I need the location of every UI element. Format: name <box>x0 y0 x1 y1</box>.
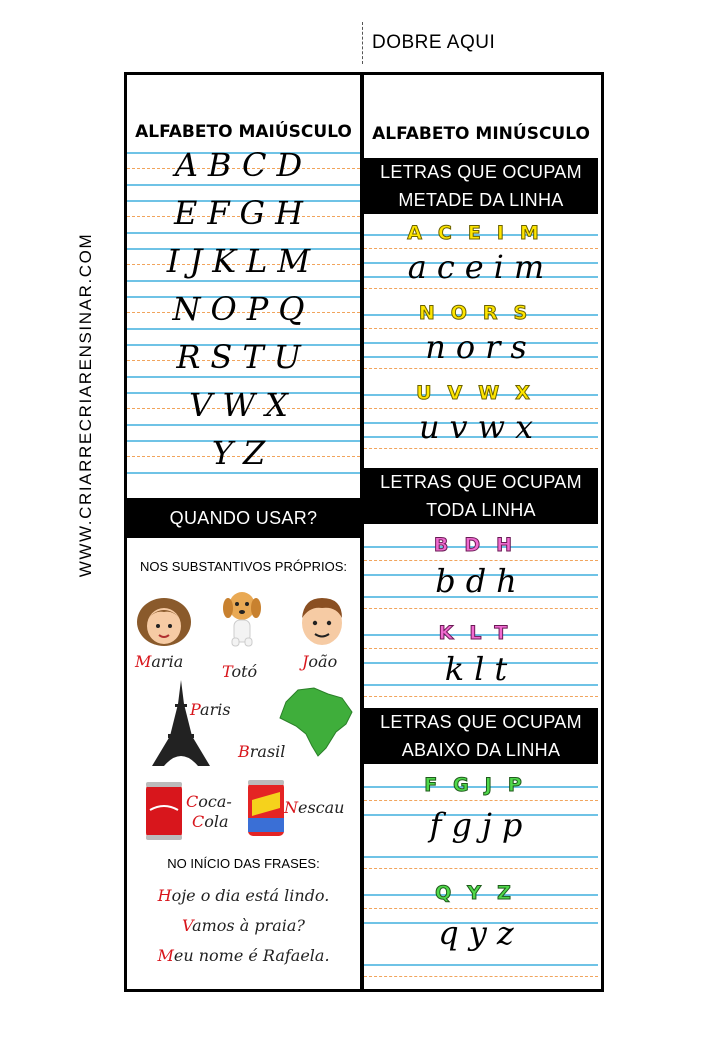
sentence-heading: NO INÍCIO DAS FRASES: <box>167 856 320 871</box>
print-letters-row: FGJP <box>424 774 538 796</box>
usage-bar: QUANDO USAR? <box>127 498 360 538</box>
writing-line-blue <box>127 328 360 330</box>
writing-line-guide <box>364 648 598 649</box>
example-maria: Maria <box>135 652 184 671</box>
brazil-map-icon <box>276 682 354 758</box>
writing-line-blue <box>127 424 360 426</box>
lowercase-cursive-row: klt <box>444 650 518 688</box>
example-joao: João <box>302 652 338 671</box>
full-line-section <box>364 526 598 702</box>
sentence-3: Meu nome é Rafaela. <box>157 946 330 965</box>
uppercase-cursive-row: IJKLM <box>166 242 321 280</box>
example-nescau: Nescau <box>284 798 345 817</box>
below-line-bar <box>364 708 598 764</box>
lowercase-cursive-row: fgjp <box>429 806 533 844</box>
writing-line-guide <box>364 800 598 801</box>
print-letters-row: KLT <box>438 622 524 644</box>
example-coca: Coca- <box>186 792 232 811</box>
below-line-bar-line2: ABAIXO DA LINHA <box>401 740 561 760</box>
fold-label: DOBRE AQUI <box>372 32 496 53</box>
writing-line-guide <box>364 908 598 909</box>
writing-line-guide <box>364 368 598 369</box>
writing-line-blue <box>364 856 598 858</box>
fold-dashed-line <box>362 22 363 64</box>
half-line-section <box>364 214 598 462</box>
lowercase-cursive-row: uvwx <box>418 408 544 446</box>
writing-line-guide <box>364 448 598 449</box>
full-line-bar <box>364 468 598 524</box>
example-paris: Paris <box>190 700 231 719</box>
full-line-bar-line1: LETRAS QUE OCUPAM <box>380 472 582 492</box>
lowercase-cursive-row: aceim <box>407 248 555 286</box>
uppercase-title: ALFABETO MAIÚSCULO <box>135 122 352 142</box>
print-letters-row: BDH <box>433 534 529 556</box>
lowercase-cursive-row: nors <box>425 328 537 366</box>
girl-face-icon <box>136 596 192 648</box>
example-cola: Cola <box>192 812 229 831</box>
uppercase-cursive-row: YZ <box>211 434 276 472</box>
writing-line-guide <box>364 976 598 977</box>
print-letters-row: QYZ <box>435 882 527 904</box>
sentence-2: Vamos à praia? <box>181 916 306 935</box>
uppercase-cursive-row: ABCD <box>174 148 313 184</box>
lowercase-title: ALFABETO MINÚSCULO <box>372 124 590 144</box>
full-line-bar-line2: TODA LINHA <box>426 500 536 520</box>
nescau-can-icon <box>246 778 286 840</box>
uppercase-cursive-row: RSTU <box>176 338 311 376</box>
print-letters-row: NORS <box>418 302 544 324</box>
sentence-1: Hoje o dia está lindo. <box>157 886 330 905</box>
writing-line-blue <box>364 964 598 966</box>
writing-line-blue <box>127 280 360 282</box>
half-line-bar <box>364 158 598 214</box>
half-line-bar-line2: METADE DA LINHA <box>398 190 564 210</box>
writing-line-guide <box>364 608 598 609</box>
proper-nouns-heading: NOS SUBSTANTIVOS PRÓPRIOS: <box>139 559 348 574</box>
print-letters-row: ACEIM <box>407 222 555 244</box>
print-letters-row: UVWX <box>416 382 546 404</box>
writing-line-guide <box>364 696 598 697</box>
uppercase-cursive-row: NOPQ <box>172 290 315 328</box>
writing-line-blue <box>127 232 360 234</box>
writing-line-guide <box>364 868 598 869</box>
uppercase-cursive-row: VWX <box>189 386 298 424</box>
lowercase-cursive-row: bdh <box>435 562 527 600</box>
writing-line-blue <box>127 472 360 474</box>
example-toto: Totó <box>222 662 258 681</box>
eiffel-tower-icon <box>148 678 214 768</box>
writing-line-guide <box>364 560 598 561</box>
uppercase-lines <box>127 148 360 490</box>
below-line-section <box>364 766 598 984</box>
cola-can-icon <box>144 780 184 842</box>
half-line-bar-line1: LETRAS QUE OCUPAM <box>380 162 582 182</box>
boy-face-icon <box>296 594 348 648</box>
below-line-bar-line1: LETRAS QUE OCUPAM <box>380 712 582 732</box>
example-brasil: Brasil <box>238 742 286 761</box>
writing-line-guide <box>364 288 598 289</box>
website-url: WWW.CRIARRECRIARENSINAR.COM <box>76 232 95 578</box>
uppercase-cursive-row: EFGH <box>173 194 314 232</box>
writing-line-blue <box>127 376 360 378</box>
lowercase-cursive-row: qyz <box>438 914 524 952</box>
writing-line-blue <box>127 184 360 186</box>
dog-icon <box>220 588 264 650</box>
